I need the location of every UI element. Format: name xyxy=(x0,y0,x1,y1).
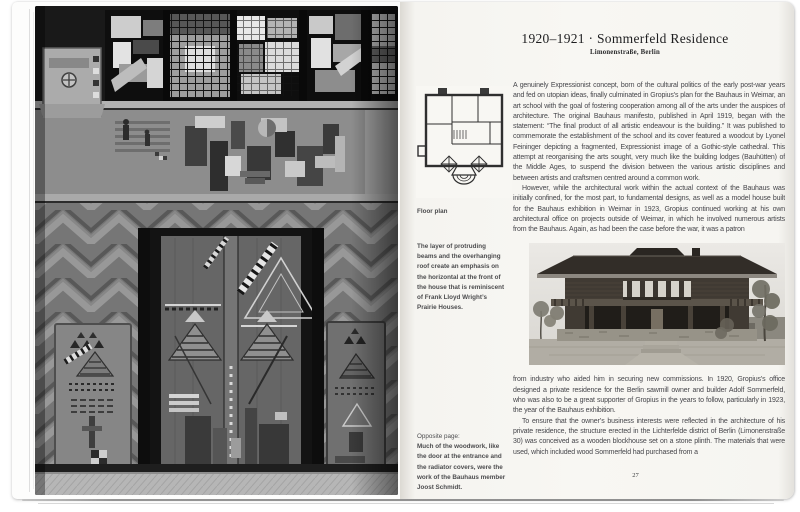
floor-plan-drawing xyxy=(416,86,512,198)
house-photo-illustration xyxy=(529,243,785,365)
opposite-caption-label: Opposite page: xyxy=(417,433,460,440)
house-photo-caption: The layer of protruding beams and the overhanging roof create an emphasis on the horizontal at the front of the house that is reminiscent of Frank Lloyd Wright’s Prairie Houses. xyxy=(417,243,505,312)
page-stack-edge xyxy=(38,503,774,504)
house-exterior-photo xyxy=(529,243,785,365)
body-text-column xyxy=(513,81,785,483)
carved-entrance-door xyxy=(138,228,324,469)
woodwork-entrance-photo xyxy=(35,6,398,495)
page-edge-line xyxy=(29,9,30,492)
left-carved-panel xyxy=(55,324,131,470)
left-page xyxy=(12,2,400,499)
page-number: 27 xyxy=(632,472,639,479)
page-title: 1920–1921 · Sommerfeld Residence xyxy=(521,31,729,46)
opposite-caption-text: Much of the woodwork, like the door at the entrance and the radiator covers, were the work of the Bauhaus member Joost Schmidt. xyxy=(417,443,506,491)
open-book xyxy=(12,2,794,499)
floor-plan-caption: Floor plan xyxy=(417,208,448,215)
right-page xyxy=(400,2,794,499)
page-edge-line xyxy=(33,12,34,489)
opposite-page-caption xyxy=(417,432,509,493)
chapter-heading xyxy=(470,31,780,56)
paragraph-2: However, while the architectural work within the actual context of the Bauhaus was initially confined, for the most part, to fundamental designs, as well as a model house built for the Bauhaus exhibition in Weimar in 1923, Gropius continued working at his own architectural office on projects outside of Weimar, in which he involved numerous artists from the Bauhaus. Again, as had been the case before the war, it was a patron xyxy=(513,184,785,234)
page-stack-edge xyxy=(22,499,784,501)
paragraph-4: To ensure that the owner’s business interests were reflected in the architecture of his private residence, the structure erected in the Lichterfelde district of Berlin (Limonenstraße 30) was conceived as a wooden blockhouse set on a stone plinth. The materials that were used, which included wood Sommerfeld had purchased from a xyxy=(513,417,785,456)
page-subtitle: Limonenstraße, Berlin xyxy=(590,49,660,56)
floor-plan-figure xyxy=(416,86,512,198)
paragraph-3: from industry who aided him in securing new commissions. In 1920, Gropius’s office designed a private residence for the Berlin sawmill owner and builder Adolf Sommerfeld, who was also to be a great supporter of Gropius in the years to follow, particularly in 1923, the year of the Bauhaus exhibition. xyxy=(513,376,785,415)
paragraph-1: A genuinely Expressionist concept, born of the cultural politics of the early post-war years and fed on utopian ideas, finally culminated in Gropius’s plan for the Bauhaus in Weimar, an art school with the goal of fostering cooperation among all of the arts under the auspices of architecture. The original Bauhaus manifesto, published in April 1919, began with the statement: “The final product of all artistic endeavour is the building.” It was published to commemorate the establishment of the school and its cover featured a woodcut by Lyonel Feininger depicting a fragmented, Expressionist image of a Gothic-style cathedral. This attempt at reorganising the arts sought, very much like the building lodges (Bauhütten) of the Middle Ages, to suspend the division between the various artistic disciplines and between artists and craftsmen centred around a common work. xyxy=(513,82,785,182)
parquet-floor xyxy=(35,472,398,495)
woodwork-photo-illustration xyxy=(35,6,398,495)
